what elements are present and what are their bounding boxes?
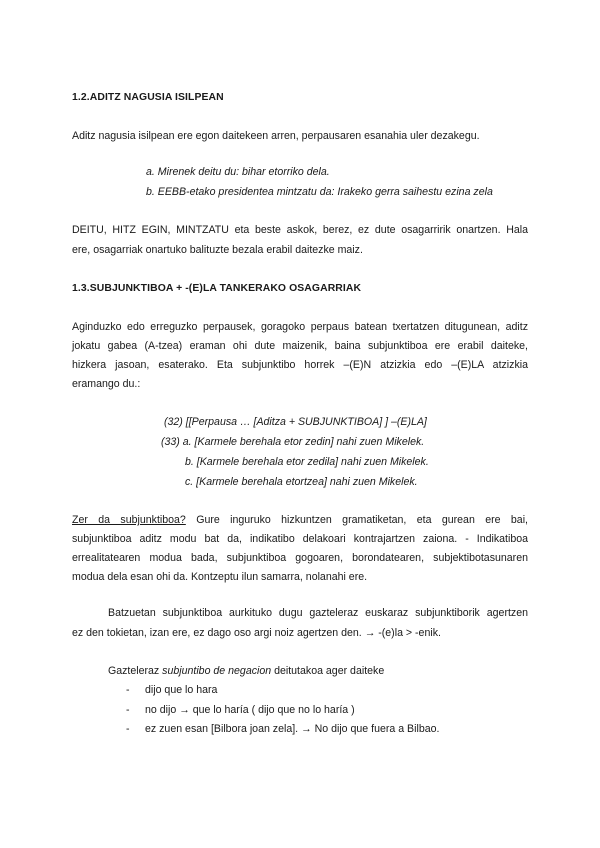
paragraph-subjunktiboa-line-2: subjunktiboa aditz modu bat da, indikatibo delakoari kontrajartzen zaiona. - Indikatiboa (72, 533, 528, 545)
paragraph-subjunktiboa-line-4: modua dela esan ohi da. Kontzeptu ilun samarra, nolanahi ere. (72, 571, 368, 583)
section-heading-1-3: 1.3.SUBJUNKTIBOA + -(E)LA TANKERAKO OSAGARRIAK (72, 283, 362, 294)
paragraph-subjunktiboa-line-1-rest: Gure inguruko hizkuntzen gramatiketan, eta gurean ere bai, (185, 514, 528, 526)
list-dash: - (126, 723, 130, 735)
list-dash: - (126, 684, 130, 696)
list-item (0, 702, 600, 720)
list-item (0, 682, 600, 700)
example-33b: b. [Karmele berehala etor zedila] nahi zuen Mikelek. (185, 456, 429, 468)
list-item-text: dijo que lo hara (145, 684, 218, 696)
paragraph-subjunktiboa-line-1 (72, 512, 528, 528)
paragraph-gazteleraz-post: deitutakoa ager daiteke (271, 665, 385, 677)
paragraph-gazteleraz (108, 663, 384, 679)
paragraph-batzuetan-line-1: Batzuetan subjunktiboa aurkituko dugu gazteleraz euskaraz subjunktiborik agertzen (108, 607, 528, 619)
paragraph-aginduzko-line-4: eramango du.: (72, 378, 141, 390)
paragraph-aginduzko-line-2: jokatu gabea (A-tzea) eraman ohi dute maizenik, baina subjunktiboa ere erabil daiteke, (72, 340, 528, 352)
list-item-text: ez zuen esan [Bilbora joan zela]. → No dijo que fuera a Bilbao. (145, 723, 440, 735)
example-a: a. Mirenek deitu du: bihar etorriko dela. (146, 166, 330, 178)
list-dash: - (126, 704, 130, 716)
paragraph-deitu-line-2: ere, osagarriak onartuko balituzte bezala erabil daitezke maiz. (72, 244, 363, 256)
question-subjunktiboa: Zer da subjunktiboa? (72, 514, 186, 526)
section-heading-1-2: 1.2.ADITZ NAGUSIA ISILPEAN (72, 92, 224, 103)
formula-32: (32) [[Perpausa … [Aditza + SUBJUNKTIBOA] ] –(E)LA] (164, 416, 427, 428)
paragraph-gazteleraz-pre: Gazteleraz (108, 665, 163, 677)
paragraph-aginduzko-line-1: Aginduzko edo erreguzko perpausek, goragoko perpaus batean txertatzen ditugunean, aditz (72, 321, 528, 333)
paragraph-batzuetan-line-2: ez den tokietan, izan ere, ez dago oso argi noiz agertzen den. → -(e)la > -enik. (72, 627, 441, 639)
example-b: b. EEBB-etako presidentea mintzatu da: Irakeko gerra saihestu ezina zela (146, 186, 493, 198)
paragraph-gazteleraz-italic: subjuntibo de negacion (162, 665, 272, 677)
example-33a: (33) a. [Karmele berehala etor zedin] nahi zuen Mikelek. (161, 436, 425, 448)
intro-paragraph: Aditz nagusia isilpean ere egon daitekeen arren, perpausaren esanahia uler dezakegu. (72, 130, 480, 142)
paragraph-subjunktiboa-line-3: errealitatearen modua bada, subjunktiboa gogoaren, borondatearen, subjektibotasunaren (72, 552, 528, 564)
list-item (0, 721, 600, 739)
paragraph-deitu-line-1: DEITU, HITZ EGIN, MINTZATU eta beste askok, berez, ez dute osagarririk onartzen. Hala (72, 224, 528, 236)
paragraph-aginduzko-line-3: hizkera jasoan, esaterako. Eta subjunktibo horrek –(E)N atzizkia edo –(E)LA atzizkia (72, 359, 528, 371)
list-item-text: no dijo → que lo haría ( dijo que no lo haría ) (145, 704, 355, 716)
example-33c: c. [Karmele berehala etortzea] nahi zuen Mikelek. (185, 476, 418, 488)
